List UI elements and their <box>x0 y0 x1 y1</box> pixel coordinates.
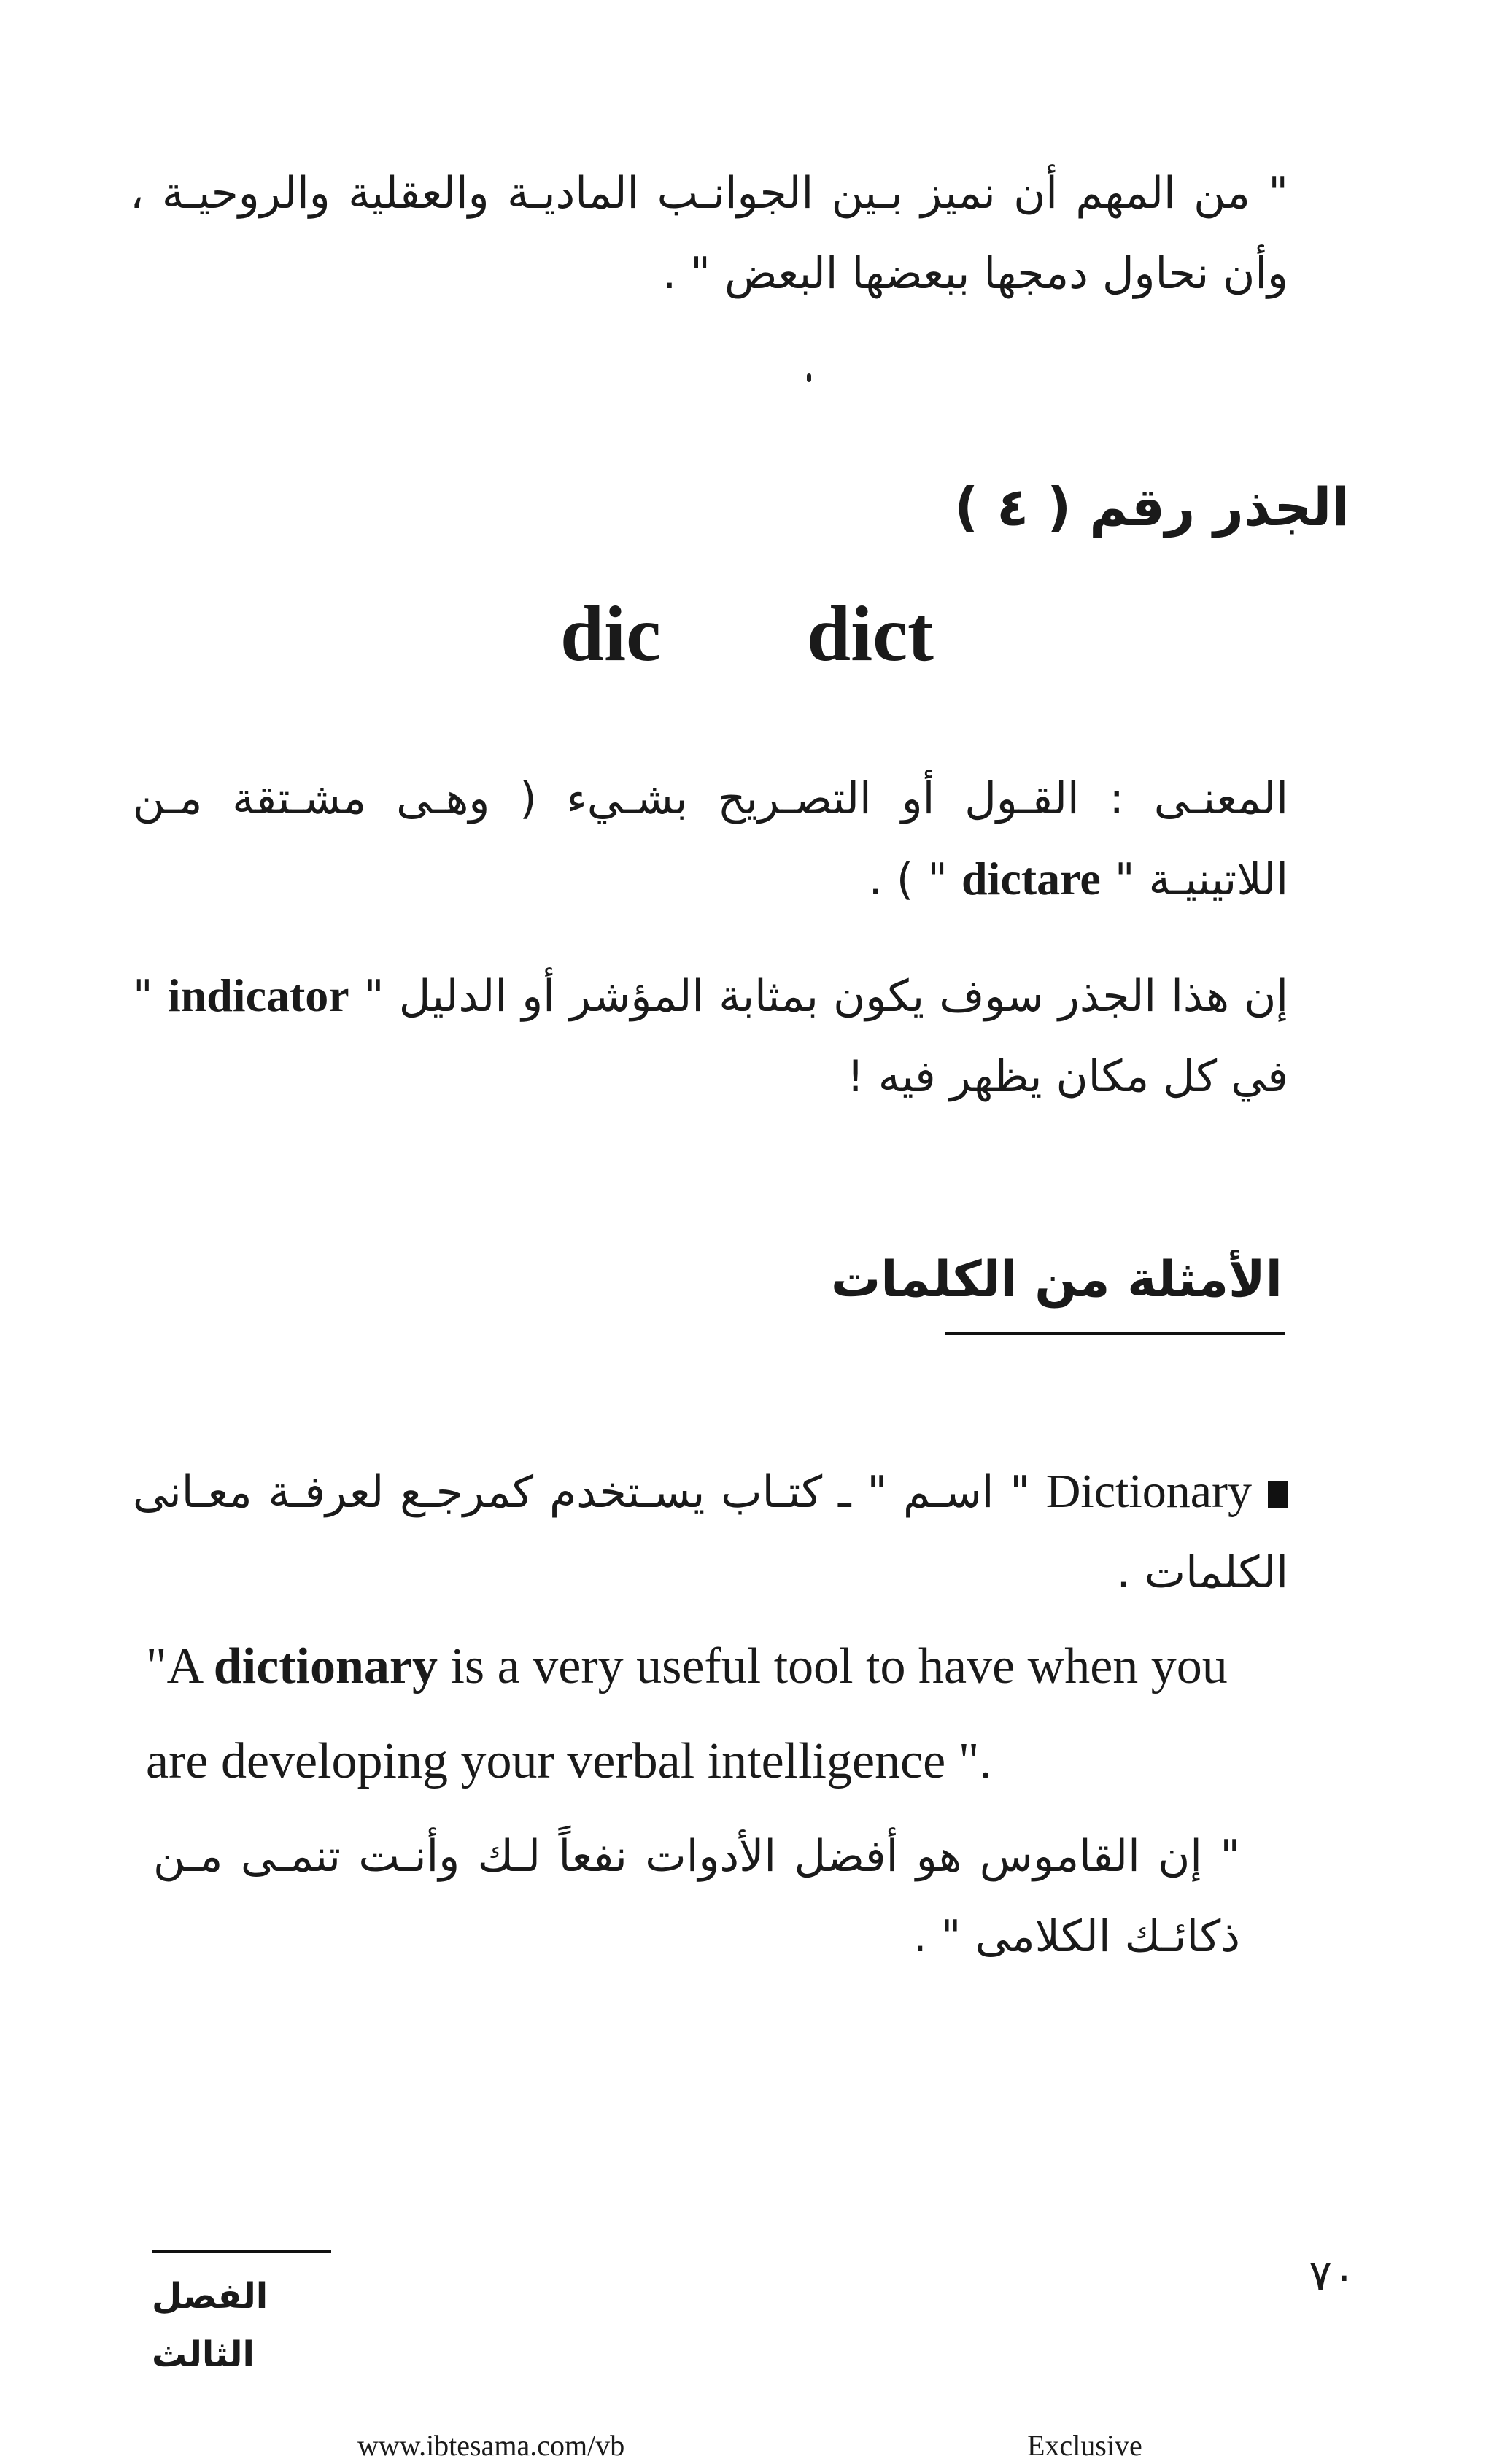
examples-heading: الأمثلة من الكلمات <box>830 1251 1282 1309</box>
example-item-dictionary <box>133 1452 1288 1613</box>
meaning-prefix: المعنـى : القـول أو التصـريح بشـيء ( وهـى مشـتقة مـن اللاتينيـة " <box>133 773 1288 905</box>
english-sentence-end: is a very useful tool to have when you are developing your verbal intelligence ". <box>146 1638 1228 1789</box>
root-heading: الجذر رقم ( ٤ ) <box>954 476 1350 538</box>
meaning-latin-word: dictare <box>961 853 1101 904</box>
english-sentence-keyword: dictionary <box>213 1638 438 1694</box>
stray-ink-mark <box>807 373 811 382</box>
indicator-prefix: إن هذا الجذر سوف يكون بمثابة المؤشر أو الدليل " <box>363 971 1289 1022</box>
footer-rule <box>152 2250 331 2253</box>
arabic-translation: " إن القاموس هو أفضل الأدوات نفعاً لـك وأنـت تنمـى مـن ذكائـك الكلامى " . <box>153 1831 1240 1962</box>
root-form-dic: dic <box>560 591 662 678</box>
indicator-word: indicator <box>167 969 349 1021</box>
meaning-suffix: " ) . <box>868 854 948 905</box>
opening-quote: " من المهم أن نميز بـين الجوانـب الماديـة والعقلية والروحيـة ، وأن نحاول دمجها ببعضها البعض " . <box>130 168 1288 299</box>
example-word: Dictionary <box>1045 1465 1252 1518</box>
site-url: www.ibtesama.com/vb <box>357 2429 625 2462</box>
example-definition: " اسـم " ـ كتـاب يسـتخدم كمرجـع لعرفـة معـانى الكلمات . <box>133 1467 1288 1598</box>
english-sentence-start: "A <box>146 1638 214 1694</box>
root-forms <box>0 584 1494 686</box>
meaning-paragraph <box>133 759 1288 920</box>
root-form-dict: dict <box>807 591 934 678</box>
exclusive-tag: Exclusive <box>1027 2429 1142 2462</box>
indicator-suffix: " في كل مكان يظهر فيه ! <box>133 971 1288 1102</box>
page-number: ٧٠ <box>1309 2250 1356 2301</box>
chapter-label: الفصل الثالث <box>152 2276 268 2375</box>
examples-heading-underline <box>945 1332 1285 1335</box>
indicator-paragraph <box>133 956 1288 1117</box>
english-example-sentence <box>146 1619 1288 1809</box>
square-bullet-icon <box>1268 1481 1288 1508</box>
